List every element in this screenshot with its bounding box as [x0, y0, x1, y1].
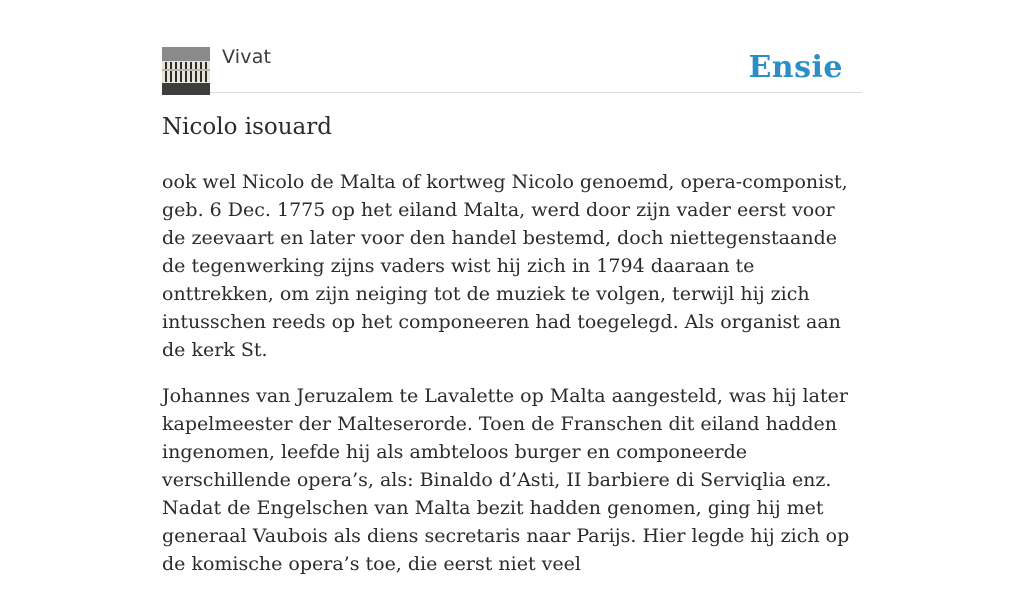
- site-header: [162, 44, 862, 93]
- source-name[interactable]: Vivat: [222, 46, 272, 68]
- article-title: Nicolo isouard: [162, 114, 332, 140]
- ensie-logo[interactable]: Ensie: [748, 50, 843, 85]
- article-paragraph: Johannes van Jeruzalem te Lavalette op Malta aangesteld, was hij later kapelmeester der Malteserorde. Toen de Franschen dit eiland hadden ingenomen, leefde hij als ambteloos burger en componeerde verschillende opera’s, als: Binaldo d’Asti, II barbiere di Serviqlia enz. Nadat de Engelschen van Malta bezit hadden genomen, ging hij met generaal Vaubois als diens secretaris naar Parijs. Hier legde hij zich op de komische opera’s toe, die eerst niet veel: [162, 385, 850, 575]
- article-body: [162, 168, 862, 596]
- bookshelf-image-icon: [162, 47, 210, 95]
- source-avatar[interactable]: [162, 47, 210, 95]
- article-paragraph: ook wel Nicolo de Malta of kortweg Nicolo genoemd, opera-componist, geb. 6 Dec. 1775 op het eiland Malta, werd door zijn vader eerst voor de zeevaart en later voor den handel bestemd, doch niettegenstaande de tegenwerking zijns vaders wist hij zich in 1794 daaraan te onttrekken, om zijn neiging tot de muziek te volgen, terwijl hij zich intusschen reeds op het componeeren had toegelegd. Als organist aan de kerk St.: [162, 171, 848, 361]
